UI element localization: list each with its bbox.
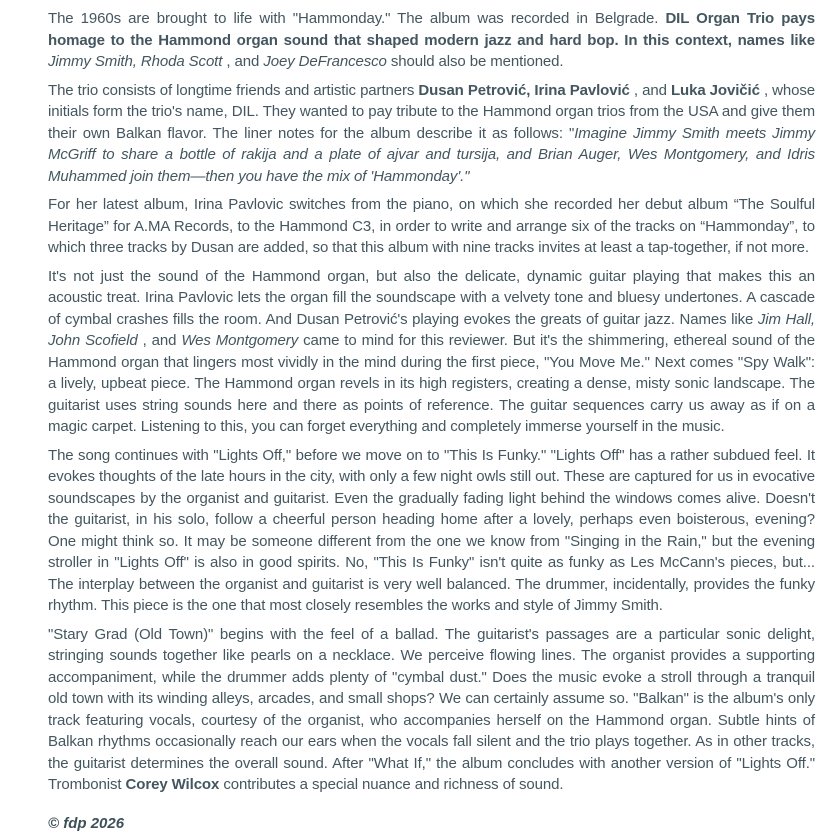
text-segment: "Stary Grad (Old Town)" begins with the feel of a ballad. The guitarist's passages are a particular sonic delight, stringing sounds together like pearls on a necklace. We perceive flowing lines. The organist provides a supporting accompaniment, while the drummer adds plenty of "cymbal dust." Does the music evoke a stroll through a tranquil old town with its winding alleys, arcades, and small shops? We can certainly assume so. "Balkan" is the album's only track featuring vocals, courtesy of the organist, who accompanies herself on the Hammond organ. Subtle hints of Balkan rhythms occasionally reach our ears when the vocals fall silent and the trio plays together. As in other tracks, the guitarist determines the overall sound. After "What If," the album concludes with another version of "Lights Off." Trombonist: [48, 625, 815, 793]
text-segment: Luka Jovičić: [670, 81, 760, 99]
text-segment: , whose initials form the trio's name, DIL. They wanted to pay tribute to the Hammond organ trios from the USA and give them their own Balkan flavor. The liner notes for the album describe it as follows: ": [48, 81, 815, 142]
text-segment: Joey DeFrancesco: [263, 53, 387, 70]
text-segment: contributes a special nuance and richness of sound.: [219, 776, 564, 793]
text-segment: Jim Hall, John Scofield: [48, 310, 815, 349]
text-segment: For her latest album, Irina Pavlovic switches from the piano, on which she recorded her debut album “The Soulful Heritage” for A.MA Records, to the Hammond C3, in order to write and arrange six of the tracks on “Hammonday”, to which three tracks by Dusan are added, so that this album with nine tracks invites at least a tap-together, if not more.: [48, 196, 815, 256]
text-segment: came to mind for this reviewer. But it's the shimmering, ethereal sound of the Hammond organ that lingers most vividly in the mind during the first piece, "You Move Me." Next comes "Spy Walk": a lively, upbeat piece. The Hammond organ revels in its high registers, creating a dense, misty sonic landscape. The guitarist uses string sounds here and there as points of reference. The guitar sequences carry us away as if on a magic carpet. Listening to this, you can forget everything and completely immerse yourself in the music.: [48, 332, 815, 435]
copyright: © fdp 2026: [48, 814, 125, 832]
article-body: [48, 8, 815, 796]
paragraph: [48, 624, 815, 796]
paragraph: [48, 445, 815, 617]
paragraph: [48, 194, 815, 259]
text-segment: DIL Organ Trio pays homage to the Hammond organ sound that shaped modern jazz and hard bop. In this context, names like: [48, 10, 815, 49]
text-segment: Jimmy Smith, Rhoda Scott: [48, 53, 223, 70]
text-segment: Imagine Jimmy Smith meets Jimmy McGriff to share a bottle of rakija and a plate of ajvar and tursija, and Brian Auger, Wes Montgomery, and Idris Muhammed join them—then you have the mix of 'Hammonday'.": [48, 124, 815, 185]
text-segment: It's not just the sound of the Hammond organ, but also the delicate, dynamic guitar playing that makes this an acoustic treat. Irina Pavlovic lets the organ fill the soundscape with a velvety tone and bluesy undertones. A cascade of cymbal crashes fills the room. And Dusan Petrović's playing evokes the greats of guitar jazz. Names like: [48, 267, 815, 328]
text-segment: , and: [137, 332, 182, 349]
paragraph: [48, 80, 815, 188]
text-segment: Corey Wilcox: [125, 776, 220, 793]
text-segment: should also be mentioned.: [386, 53, 564, 70]
text-segment: , and: [222, 53, 264, 70]
text-segment: The trio consists of longtime friends and artistic partners: [48, 81, 419, 99]
text-segment: , and: [629, 81, 671, 99]
paragraph: [48, 8, 815, 73]
paragraph: [48, 266, 815, 438]
text-segment: The 1960s are brought to life with "Hammonday." The album was recorded in Belgrade.: [48, 10, 666, 27]
text-segment: Wes Montgomery: [181, 332, 299, 349]
text-segment: Dusan Petrović, Irina Pavlović: [418, 81, 630, 99]
text-segment: The song continues with "Lights Off," before we move on to "This Is Funky." "Lights Off" has a rather subdued feel. It evokes thoughts of the late hours in the city, with only a few night owls still out. These are captured for us in evocative soundscapes by the organist and guitarist. Even the gradually fading light behind the windows comes alive. Doesn't the guitarist, in his solo, follow a cheerful person heading home after a lovely, perhaps even boisterous, evening? One might think so. It may be someone different from the one we know from "Singing in the Rain," but the evening stroller in "Lights Off" is also in good spirits. No, "This Is Funky" isn't quite as funky as Les McCann's pieces, but... The interplay between the organist and guitarist is very well balanced. The drummer, incidentally, provides the funky rhythm. This piece is the one that most closely resembles the works and style of Jimmy Smith.: [48, 446, 815, 614]
